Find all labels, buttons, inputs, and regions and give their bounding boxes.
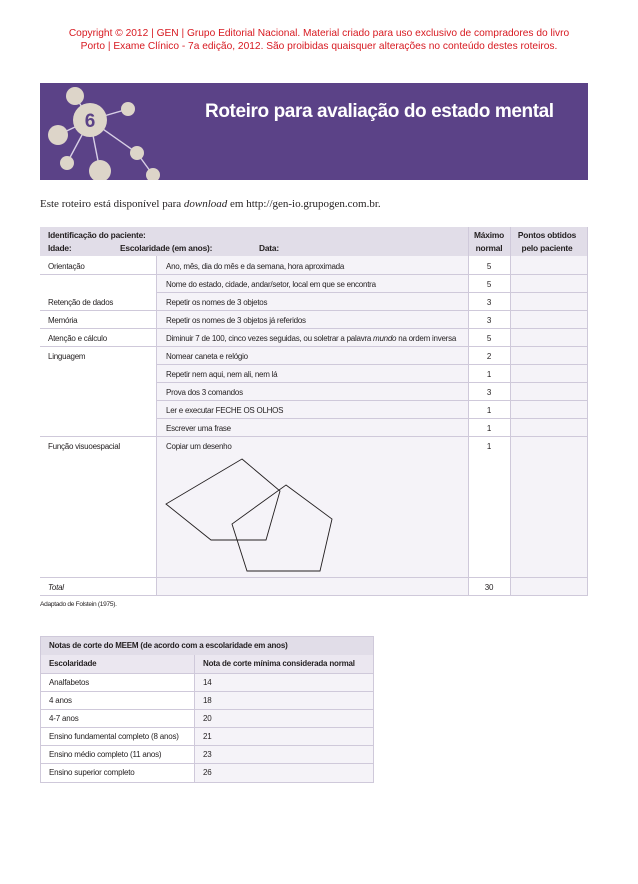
source-note: Adaptado de Folstein (1975). xyxy=(40,601,117,608)
row-category: Atenção e cálculo xyxy=(48,334,107,343)
cutoff-schooling: 4 anos xyxy=(49,696,72,705)
intersecting-pentagons-figure xyxy=(156,437,468,577)
row-task: Nome do estado, cidade, andar/setor, local em que se encontra xyxy=(166,280,376,289)
row-category: Orientação xyxy=(48,262,85,271)
task-emphasis: mundo xyxy=(373,334,397,343)
cutoff-score: 18 xyxy=(203,696,212,705)
points-header-1: Pontos obtidos xyxy=(517,230,577,240)
cutoff-score: 23 xyxy=(203,750,212,759)
table-row xyxy=(41,709,373,728)
cutoff-table xyxy=(40,636,374,783)
schooling-label: Escolaridade (em anos): xyxy=(120,243,213,253)
row-max: 3 xyxy=(486,316,492,325)
row-task: Repetir nem aqui, nem ali, nem lá xyxy=(166,370,278,379)
row-max: 5 xyxy=(486,262,492,271)
table-row xyxy=(41,673,373,692)
patient-id-label: Identificação do paciente: xyxy=(48,230,146,240)
divider xyxy=(510,227,511,596)
row-max: 1 xyxy=(486,406,492,415)
cutoff-title: Notas de corte do MEEM (de acordo com a escolaridade em anos) xyxy=(49,641,288,650)
table-header xyxy=(40,227,588,256)
cutoff-score: 20 xyxy=(203,714,212,723)
pentagon-shape xyxy=(166,459,280,540)
cutoff-col2-header: Nota de corte mínima considerada normal xyxy=(203,659,355,668)
cutoff-schooling: Ensino fundamental completo (8 anos) xyxy=(49,732,179,741)
cutoff-title-row xyxy=(41,637,373,655)
row-line xyxy=(40,346,588,347)
points-column-bg xyxy=(510,256,588,596)
task-part: na ordem inversa xyxy=(396,334,457,343)
row-line xyxy=(156,382,588,383)
row-line xyxy=(156,364,588,365)
copyright-notice xyxy=(0,27,638,53)
row-line xyxy=(40,310,588,311)
max-header-2: normal xyxy=(475,243,503,253)
row-line xyxy=(156,418,588,419)
cutoff-score: 26 xyxy=(203,768,212,777)
mental-status-table xyxy=(40,227,588,596)
task-part: Diminuir 7 de 100, cinco vezes seguidas, ou soletrar a palavra xyxy=(166,334,374,343)
intro-before: Este roteiro está disponível para xyxy=(40,198,184,210)
row-category: Função visuoespacial xyxy=(48,442,120,451)
row-task: Ano, mês, dia do mês e da semana, hora aproximada xyxy=(166,262,345,271)
cutoff-score: 21 xyxy=(203,732,212,741)
row-line xyxy=(40,274,588,275)
copyright-line-1: Copyright © 2012 | GEN | Grupo Editorial Nacional. Material criado para uso exclusivo de compradores do livro xyxy=(68,28,570,39)
copyright-line-2: Porto | Exame Clínico - 7a edição, 2012. São proibidas quaisquer alterações no conteúdo destes roteiros. xyxy=(80,41,558,52)
cutoff-score: 14 xyxy=(203,678,212,687)
chapter-number: 6 xyxy=(84,111,96,132)
row-task xyxy=(166,334,456,343)
points-header-2: pelo paciente xyxy=(521,243,573,253)
row-max: 3 xyxy=(486,298,492,307)
intro-emphasis: download xyxy=(183,198,228,210)
row-line xyxy=(156,400,588,401)
pentagon-shape xyxy=(232,485,332,571)
row-category: Retenção de dados xyxy=(48,298,114,307)
row-line xyxy=(40,595,588,596)
row-task: Repetir os nomes de 3 objetos já referidos xyxy=(166,316,306,325)
row-task: Copiar um desenho xyxy=(166,442,232,451)
row-line xyxy=(156,292,588,293)
age-label: Idade: xyxy=(48,243,72,253)
row-max: 1 xyxy=(486,442,492,451)
row-max: 3 xyxy=(486,388,492,397)
row-category: Memória xyxy=(48,316,78,325)
row-line xyxy=(40,328,588,329)
row-task: Prova dos 3 comandos xyxy=(166,388,243,397)
row-max: 5 xyxy=(486,280,492,289)
divider xyxy=(587,227,588,596)
cutoff-schooling: 4-7 anos xyxy=(49,714,79,723)
row-task: Ler e executar FECHE OS OLHOS xyxy=(166,406,284,415)
intro-text xyxy=(40,198,381,210)
total-label: Total xyxy=(48,583,64,592)
cutoff-schooling: Ensino superior completo xyxy=(49,768,135,777)
chapter-banner xyxy=(40,83,588,180)
row-max: 2 xyxy=(486,352,492,361)
row-line xyxy=(40,577,588,578)
row-max: 1 xyxy=(486,424,492,433)
table-row xyxy=(41,691,373,710)
max-header-1: Máximo xyxy=(474,230,504,240)
row-max: 1 xyxy=(486,370,492,379)
row-task: Nomear caneta e relógio xyxy=(166,352,248,361)
row-max: 5 xyxy=(486,334,492,343)
cutoff-col1-header: Escolaridade xyxy=(49,659,97,668)
total-value: 30 xyxy=(484,583,494,592)
cutoff-header-row xyxy=(41,655,373,673)
table-row xyxy=(41,727,373,746)
chapter-title: Roteiro para avaliação do estado mental xyxy=(205,101,554,122)
row-task: Escrever uma frase xyxy=(166,424,231,433)
cutoff-schooling: Ensino médio completo (11 anos) xyxy=(49,750,162,759)
table-row xyxy=(41,745,373,764)
date-label: Data: xyxy=(259,243,279,253)
row-category: Linguagem xyxy=(48,352,86,361)
molecule-icon xyxy=(40,83,588,180)
cutoff-schooling: Analfabetos xyxy=(49,678,90,687)
intro-after: em http://gen-io.grupogen.com.br. xyxy=(227,198,381,210)
row-task: Repetir os nomes de 3 objetos xyxy=(166,298,268,307)
table-row xyxy=(41,763,373,782)
